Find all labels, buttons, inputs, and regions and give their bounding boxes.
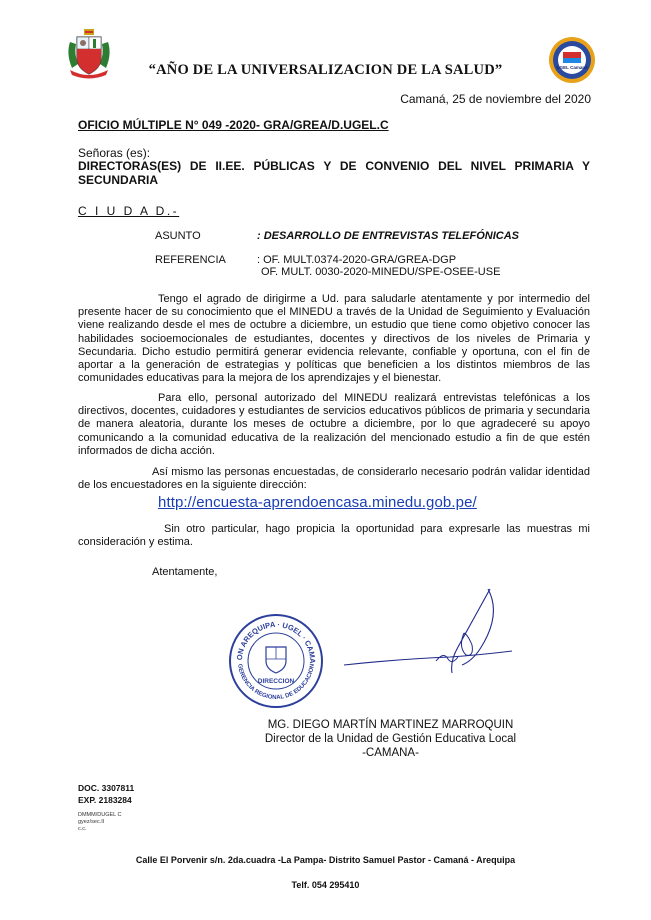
referencia-label: REFERENCIA [155, 254, 226, 266]
year-motto: “AÑO DE LA UNIVERSALIZACION DE LA SALUD” [148, 62, 503, 78]
asunto-value [257, 230, 519, 242]
stamp-bottom-text: GERENCIA REGIONAL DE EDUCACION [236, 663, 316, 702]
initials-line: DMMM/DUGEL C [78, 812, 122, 818]
paragraph-4-text: Sin otro particular, hago propicia la oportunidad para expresarle las muestras mi consideración y estima. [78, 523, 590, 549]
asunto-label: ASUNTO [155, 230, 201, 242]
asunto-text: : DESARROLLO DE ENTREVISTAS TELEFÓNICAS [257, 230, 519, 242]
signatory-name: MG. DIEGO MARTÍN MARTINEZ MARROQUIN [267, 719, 514, 731]
paragraph-1 [78, 293, 590, 385]
doc-number: DOC. 3307811 [78, 783, 135, 793]
stamp-top-text: ON AREQUIPA · UGEL · CAMA [234, 619, 318, 664]
initials-block [78, 812, 122, 833]
exp-number: EXP. 2183284 [78, 795, 132, 805]
signatory-role: Director de la Unidad de Gestión Educativa Local [264, 733, 517, 745]
official-stamp [228, 613, 324, 709]
survey-link[interactable]: http://encuesta-aprendoencasa.minedu.gob.pe/ [158, 494, 477, 511]
closing: Atentamente, [152, 566, 218, 578]
paragraph-2-text: Para ello, personal autorizado del MINEDU realizará entrevistas telefónicas a los directivos, docentes, cuidadores y estudiantes de servicios educativos públicos de primaria y secundaria de manera aleatoria, durante los meses de octubre a diciembre, por lo que agradeceré su apoyo comunicando a la comunidad educativa de la realización del mencionado estudio a fin de que estén informados de dicha acción. [78, 392, 590, 457]
ugel-logo-text: UGEL Camaná [556, 65, 588, 70]
reference-numbers [78, 782, 134, 806]
signature-block [0, 718, 651, 760]
footer-phone: Telf. 054 295410 [291, 880, 360, 890]
paragraph-2 [78, 392, 590, 458]
initials-line: gyez/sec.II [78, 819, 105, 825]
paragraph-1-text: Tengo el agrado de dirigirme a Ud. para saludarle atentamente y por intermedio del presente hacer de su conocimiento que el MINEDU a través de la Unidad de Seguimiento y Evaluación viene realizando desde el mes de octubre a diciembre, un estudio que tiene como objetivo conocer las habilidades socioemocionales de estudiantes, docentes y directivos de los niveles de Primaria y Secundaria. Dicho estudio permitirá generar evidencia relevante, confiable y oportuna, con el fin de aportar a la generación de estrategias y políticas que beneficien a los distintos miembros de las comunidades educativas para la mejora de los aprendizajes y el bienestar. [78, 293, 590, 385]
salutation: Señoras (es): [78, 146, 151, 160]
signatory-place: -CAMANA- [362, 747, 419, 759]
footer-address: Calle El Porvenir s/n. 2da.cuadra -La Pampa- Distrito Samuel Pastor - Camaná - Arequipa [135, 855, 516, 865]
oficio-title: OFICIO MÚLTIPLE N° 049 -2020- GRA/GREA/D.UGEL.C [78, 118, 389, 132]
paragraph-4 [78, 523, 590, 549]
ugel-camana-logo [548, 36, 596, 84]
recipients: DIRECTORAS(ES) DE II.EE. PÚBLICAS Y DE CONVENIO DEL NIVEL PRIMARIA Y SECUNDARIA [78, 159, 590, 187]
stamp-center-text: DIRECCION [257, 678, 295, 685]
paragraph-3-text: Así mismo las personas encuestadas, de considerarlo necesario podrán validar identidad de los encuestadores en la siguiente dirección: [78, 466, 590, 492]
paragraph-3 [78, 466, 590, 492]
date-line: Camaná, 25 de noviembre del 2020 [400, 92, 591, 106]
referencia-line-2: OF. MULT. 0030-2020-MINEDU/SPE-OSEE-USE [261, 266, 501, 278]
initials-line: c.c. [78, 826, 87, 832]
referencia-line-1: : OF. MULT.0374-2020-GRA/GREA-DGP [257, 254, 457, 266]
city-line: C I U D A D.- [78, 204, 180, 218]
handwritten-signature [340, 585, 520, 695]
